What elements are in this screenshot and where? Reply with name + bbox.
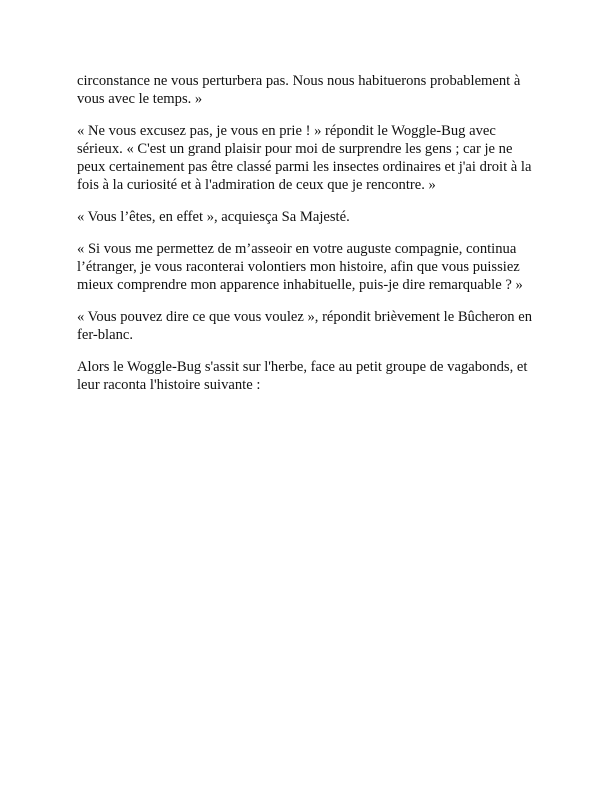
- document-body: [77, 72, 537, 408]
- paragraph: « Si vous me permettez de m’asseoir en votre auguste compagnie, continua l’étranger, je vous raconterai volontiers mon histoire, afin que vous puissiez mieux comprendre mon apparence inhabituelle, puis-je dire remarquable ? »: [77, 241, 523, 293]
- paragraph: « Vous pouvez dire ce que vous voulez », répondit brièvement le Bûcheron en fer-blanc.: [77, 309, 532, 343]
- paragraph: Alors le Woggle-Bug s'assit sur l'herbe, face au petit groupe de vagabonds, et leur raconta l'histoire suivante :: [77, 359, 528, 393]
- paragraph: circonstance ne vous perturbera pas. Nous nous habituerons probablement à vous avec le temps. »: [77, 73, 521, 107]
- paragraph: « Ne vous excusez pas, je vous en prie ! » répondit le Woggle-Bug avec sérieux. « C'est un grand plaisir pour moi de surprendre les gens ; car je ne peux certainement pas être classé parmi les insectes ordinaires et j'ai droit à la fois à la curiosité et à l'admiration de ceux que je rencontre. »: [77, 123, 532, 193]
- paragraph: « Vous l’êtes, en effet », acquiesça Sa Majesté.: [77, 209, 350, 225]
